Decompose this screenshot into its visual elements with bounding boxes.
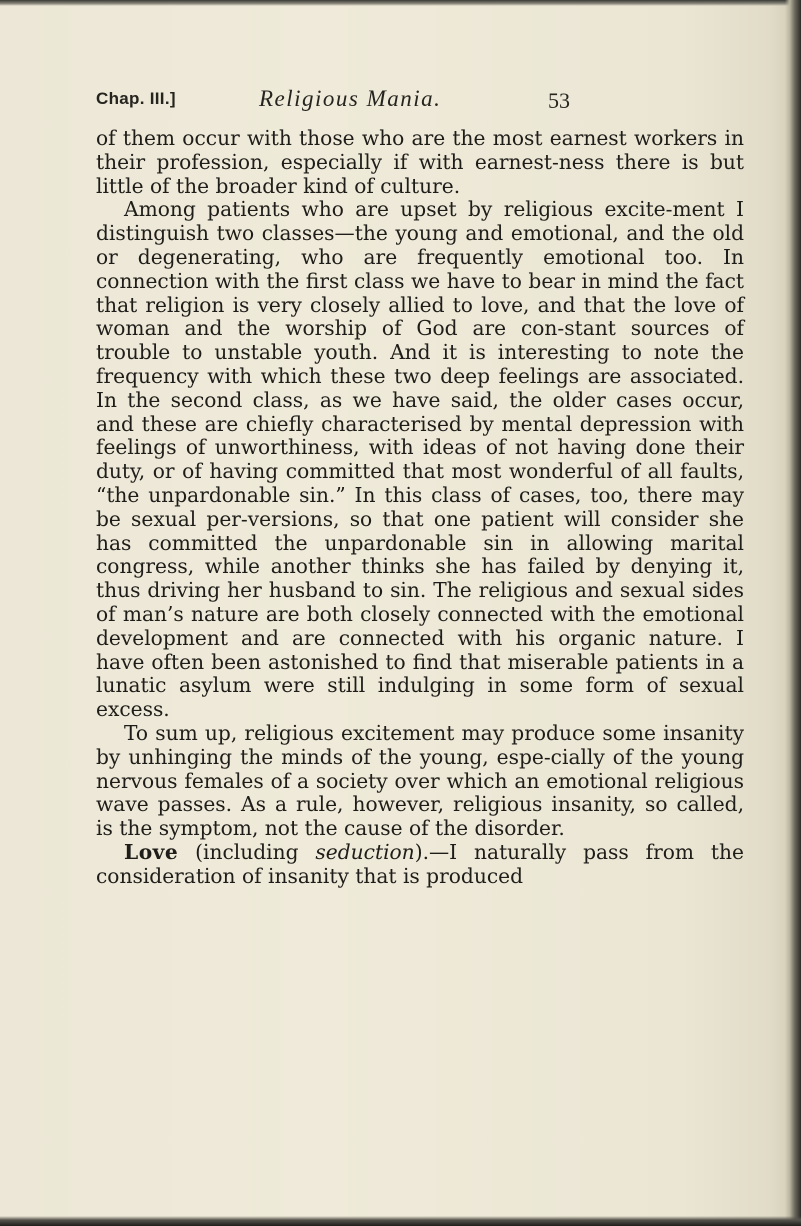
page-bottom-shadow (0, 1216, 801, 1226)
paragraph-2: Among patients who are upset by religious excite-ment I distinguish two classes—the young and emotional, and the old or degenerating, who are frequently emotional too. In connection with the first class we have to bear in mind the fact that religion is very closely allied to love, and that the love of woman and the worship of God are con-stant sources of trouble to unstable youth. And it is interesting to note the frequency with which these two deep feelings are associated. In the second class, as we have said, the older cases occur, and these are chiefly characterised by mental depression with feelings of unworthiness, with ideas of not having done their duty, or of having committed that most wonderful of all faults, “the unpardonable sin.” In this class of cases, too, there may be sexual per-versions, so that one patient will consider she has committed the unpardonable sin in allowing marital congress, while another thinks she has failed by denying it, thus driving her husband to sin. The religious and sexual sides of man’s nature are both closely connected with the emotional development and are connected with his organic nature. I have often been astonished to find that miserable patients in a lunatic asylum were still indulging in some form of sexual excess. (96, 197, 744, 722)
page-top-shadow (0, 0, 801, 6)
running-header (96, 86, 744, 116)
paragraph-4 (96, 841, 744, 889)
paragraph-4-italic-term: seduction (315, 839, 415, 864)
page-right-shadow (785, 0, 801, 1226)
body-text (96, 127, 744, 889)
chapter-label: Chap. III.] (96, 89, 176, 108)
running-title: Religious Mania. (259, 86, 442, 111)
section-heading-love: Love (124, 839, 179, 864)
page-number: 53 (548, 88, 570, 113)
paragraph-4-text-after: ).—I naturally pass from the consideration of insanity that is produced (96, 839, 744, 888)
paragraph-4-text-before: (including (178, 839, 316, 864)
paragraph-3: To sum up, religious excitement may produce some insanity by unhinging the minds of the young, espe-cially of the young nervous females of a society over which an emotional religious wave passes. As a rule, however, religious insanity, so called, is the symptom, not the cause of the disorder. (96, 720, 744, 841)
paragraph-1: of them occur with those who are the most earnest workers in their profession, especially if with earnest-ness there is but little of the broader kind of culture. (96, 126, 744, 198)
